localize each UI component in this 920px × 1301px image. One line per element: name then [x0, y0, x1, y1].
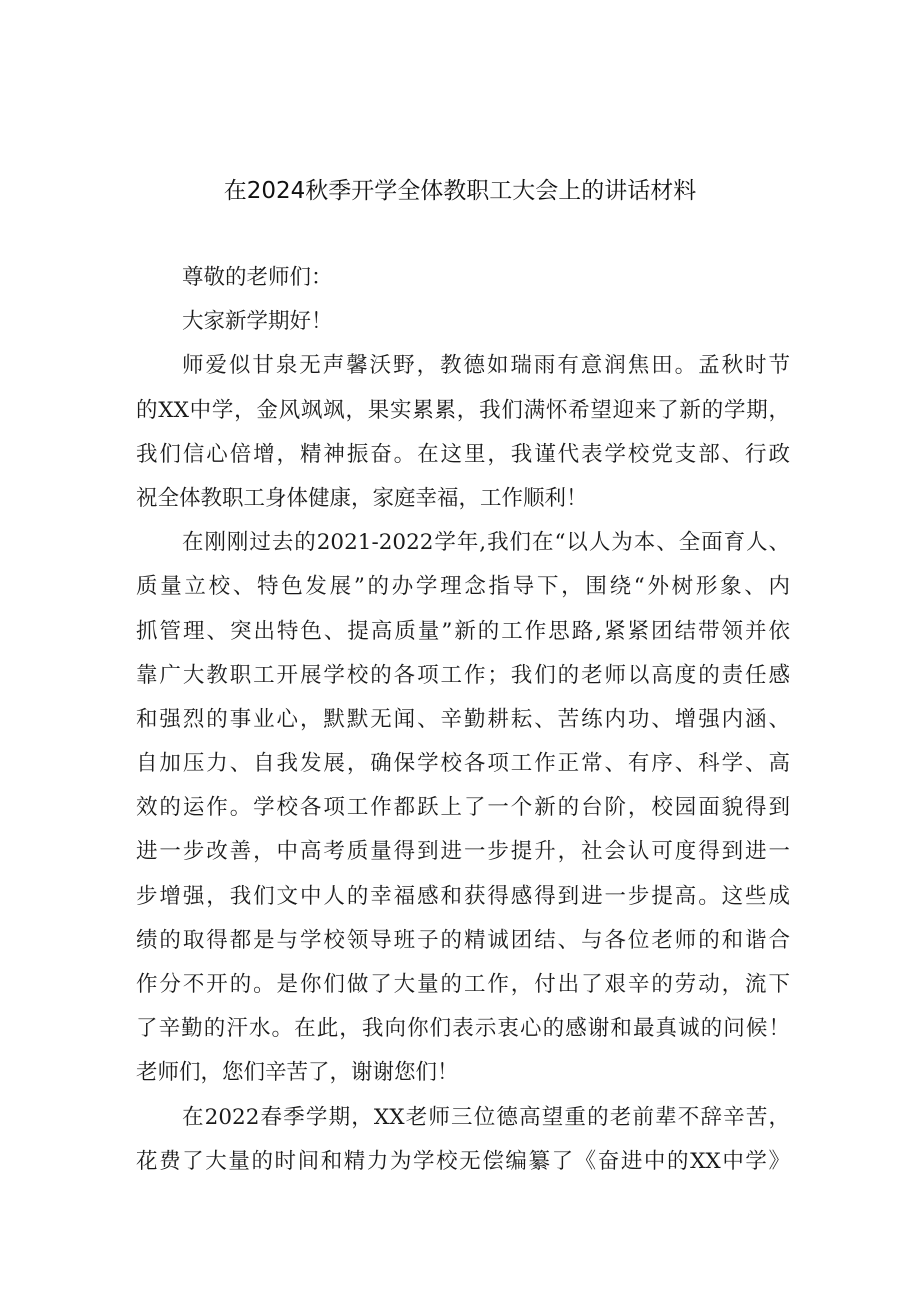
body-line: 师爱似甘泉无声馨沃野，教德如瑞雨有意润焦田。孟秋时节 [182, 353, 790, 379]
body-line: 在2022春季学期，XX老师三位德高望重的老前辈不辞辛苦， [182, 1104, 790, 1130]
body-line: 作分不开的。是你们做了大量的工作，付出了艰辛的劳动，流下 [136, 972, 790, 997]
body-line: 在刚刚过去的2021-2022学年,我们在“以人为本、全面育人、 [182, 530, 790, 556]
body-line: 绩的取得都是与学校领导班子的精诚团结、与各位老师的和谐合 [136, 927, 790, 953]
body-line: 老师们，您们辛苦了，谢谢您们！ [136, 1060, 459, 1086]
body-line: 和强烈的事业心，默默无闻、辛勤耕耘、苦练内功、增强内涵、 [136, 706, 790, 732]
body-line: 大家新学期好！ [182, 309, 333, 335]
body-line: 抓管理、突出特色、提高质量”新的工作思路,紧紧团结带领并依 [136, 618, 790, 644]
body-line: 进一步改善，中高考质量得到进一步提升，社会认可度得到进一 [136, 839, 790, 865]
body-line: 步增强，我们文中人的幸福感和获得感得到进一步提高。这些成 [136, 883, 790, 909]
body-line: 祝全体教职工身体健康，家庭幸福，工作顺利！ [136, 485, 588, 511]
body-line: 自加压力、自我发展，确保学校各项工作正常、有序、科学、高 [136, 751, 790, 777]
body-line: 了辛勤的汗水。在此，我向你们表示衷心的感谢和最真诚的问候！ [136, 1016, 790, 1042]
body-line: 花费了大量的时间和精力为学校无偿编纂了《奋进中的XX中学》 [136, 1148, 790, 1174]
body-line: 靠广大教职工开展学校的各项工作；我们的老师以高度的责任感 [136, 662, 790, 688]
document-title: 在2024秋季开学全体教职工大会上的讲话材料 [223, 178, 697, 204]
body-line: 尊敬的老师们： [182, 265, 333, 290]
body-line: 我们信心倍增，精神振奋。在这里，我谨代表学校党支部、行政 [136, 441, 790, 467]
document-body [136, 256, 790, 1184]
body-line: 质量立校、特色发展”的办学理念指导下，围绕“外树形象、内 [136, 574, 790, 600]
body-line: 的XX中学，金风飒飒，果实累累，我们满怀希望迎来了新的学期， [136, 397, 790, 423]
body-line: 效的运作。学校各项工作都跃上了一个新的台阶，校园面貌得到 [136, 795, 790, 821]
